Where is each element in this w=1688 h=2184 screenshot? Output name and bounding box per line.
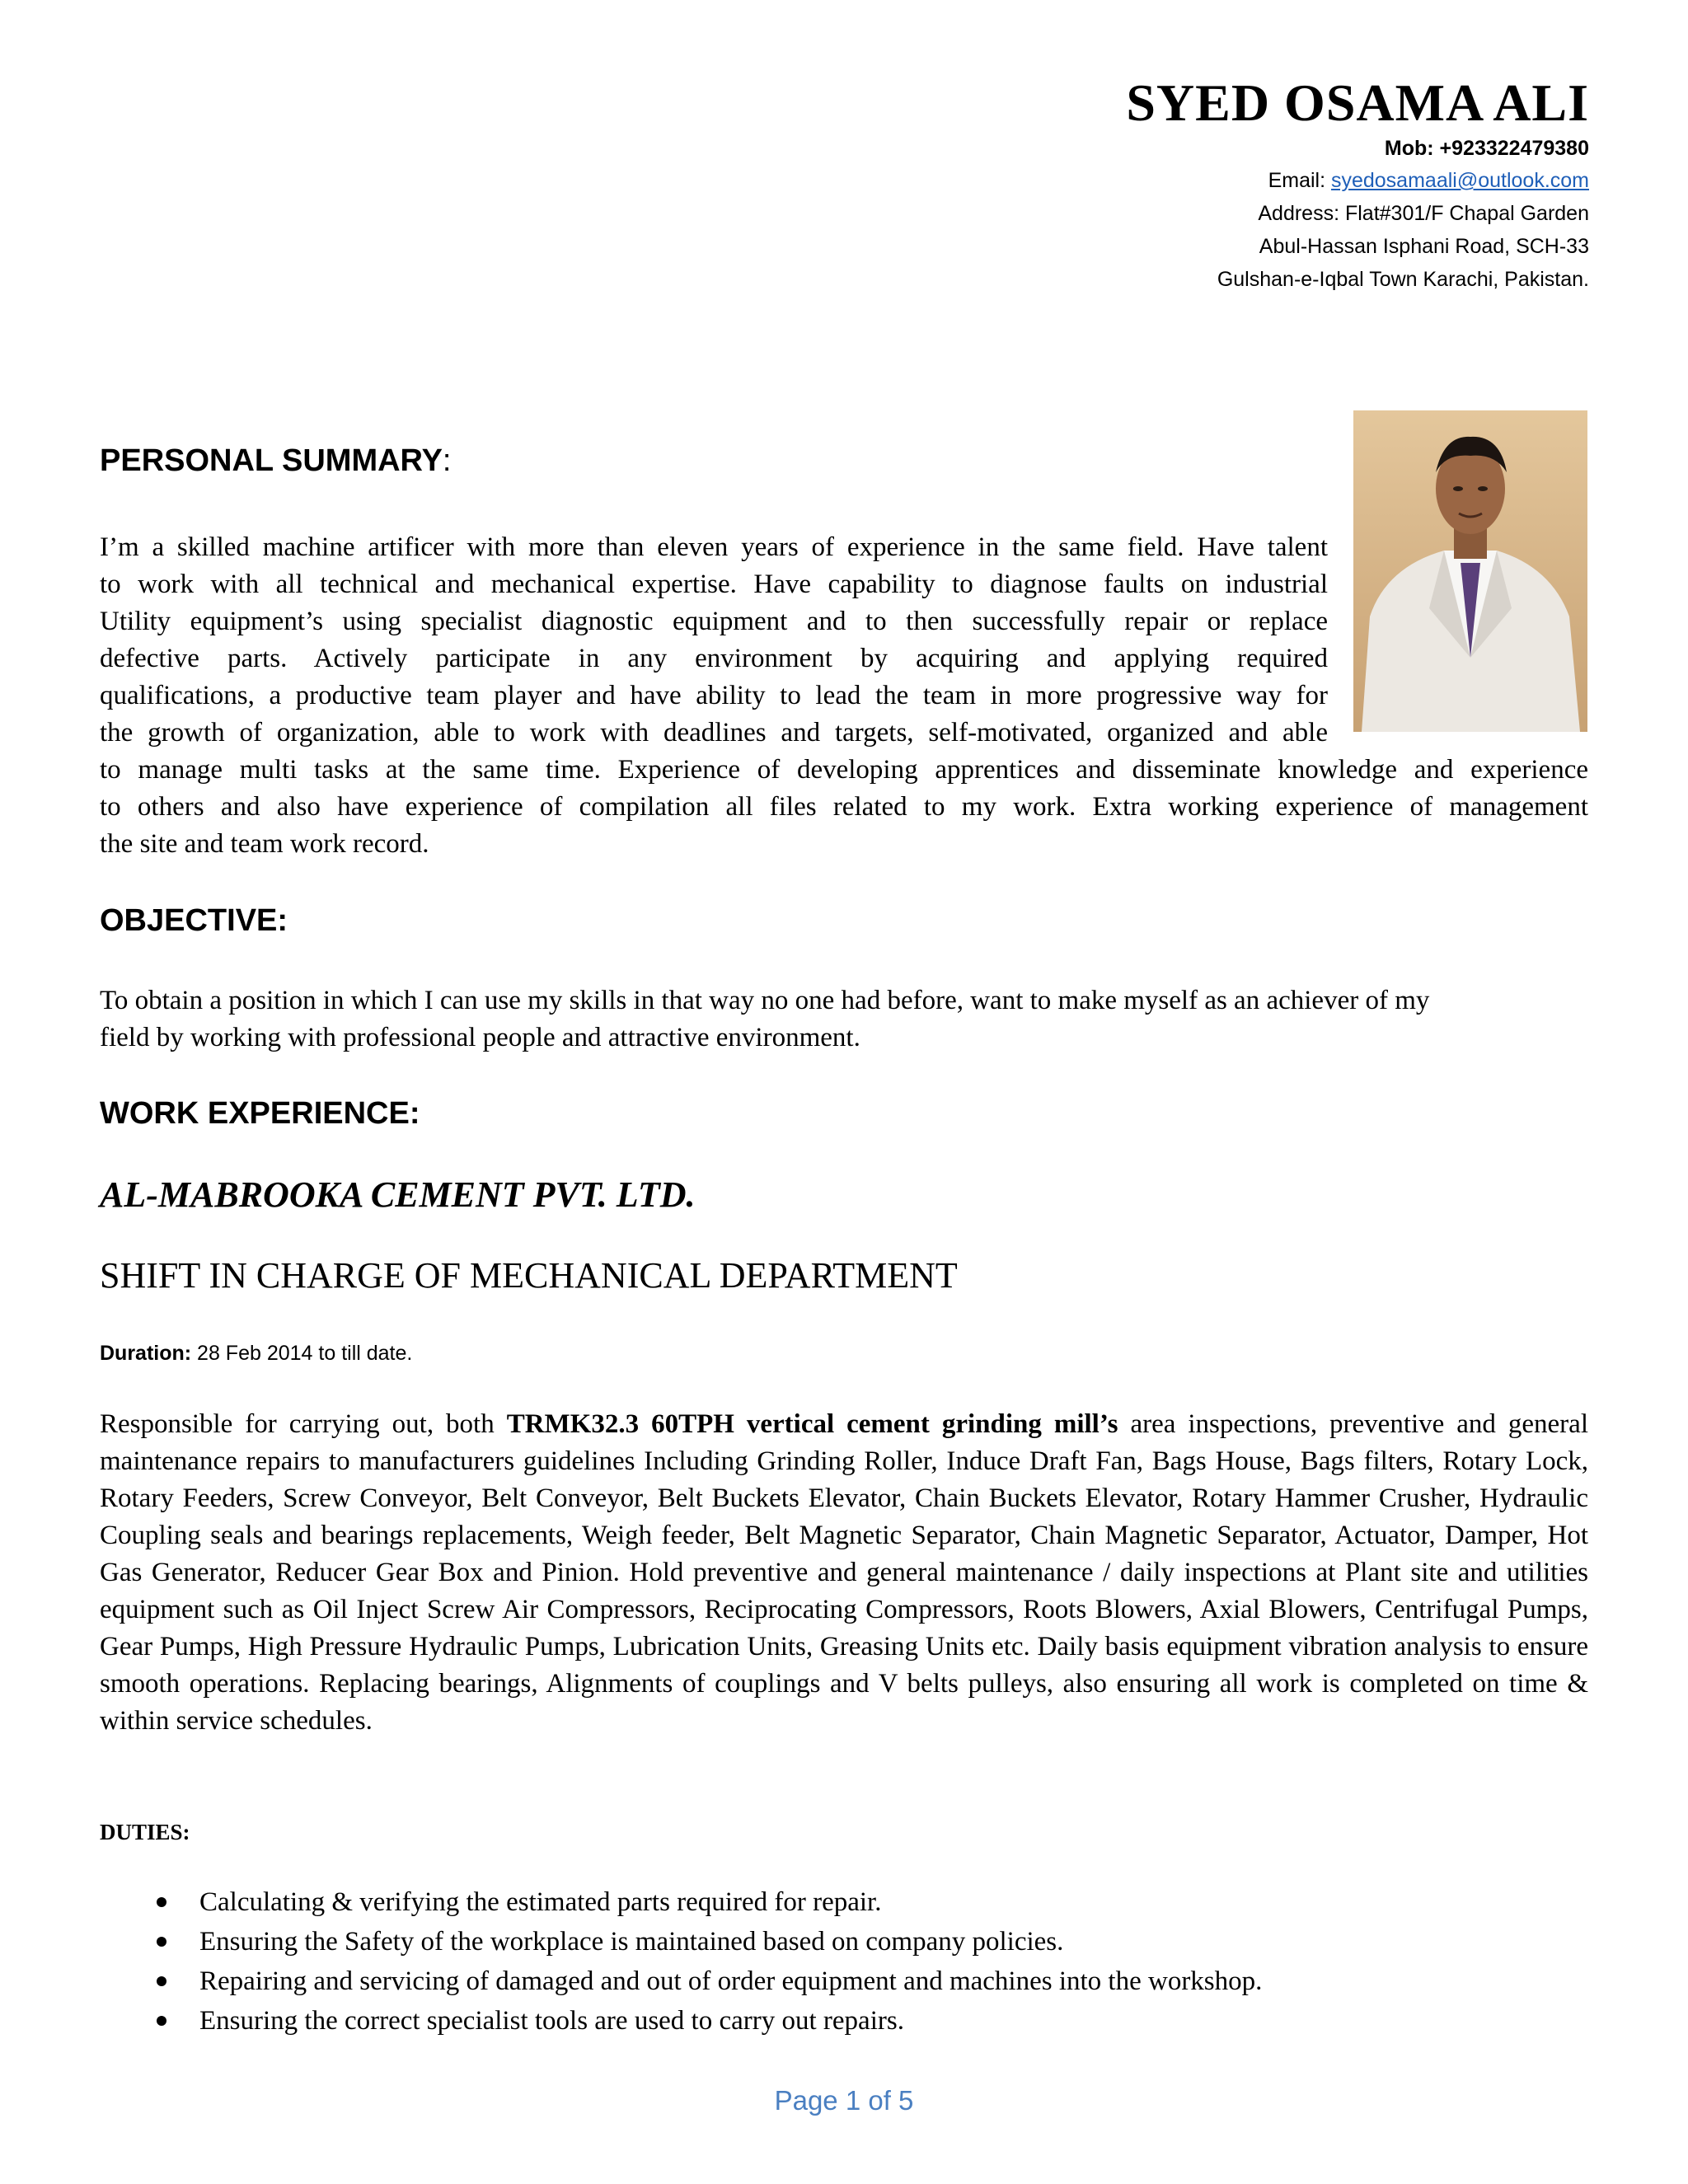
bullet-icon: [157, 1897, 166, 1907]
summary-line: I’m a skilled machine artificer with more than eleven years of experience in the same field. Have talent: [100, 532, 1328, 562]
objective-line: field by working with professional people and attractive environment.: [100, 1023, 860, 1052]
company-name: AL-MABROOKA CEMENT PVT. LTD.: [100, 1174, 696, 1215]
summary-line: defective parts. Actively participate in any environment by acquiring and applying required: [100, 644, 1328, 673]
duty-item: Calculating & verifying the estimated parts required for repair.: [157, 1882, 1262, 1922]
objective-heading: OBJECTIVE:: [100, 903, 288, 938]
duty-item: Repairing and servicing of damaged and out of order equipment and machines into the workshop.: [157, 1961, 1262, 2001]
address-line-2: Abul-Hassan Isphani Road, SCH-33: [1259, 235, 1589, 258]
summary-text-wide: [100, 752, 1588, 863]
candidate-name: SYED OSAMA ALI: [1126, 73, 1589, 132]
bullet-icon: [157, 1976, 166, 1986]
summary-line: Utility equipment’s using specialist diagnostic equipment and to then successfully repair or replace: [100, 607, 1328, 636]
duties-list: [157, 1882, 1262, 2041]
summary-line: qualifications, a productive team player and have ability to lead the team in more progressive way for: [100, 681, 1328, 710]
email-label: Email:: [1268, 169, 1331, 192]
objective-text: [100, 982, 1588, 1057]
job-title: SHIFT IN CHARGE OF MECHANICAL DEPARTMENT: [100, 1255, 958, 1296]
duties-heading: DUTIES:: [100, 1820, 190, 1844]
bullet-icon: [157, 1937, 166, 1947]
summary-line: to work with all technical and mechanical expertise. Have capability to diagnose faults on industrial: [100, 569, 1328, 599]
summary-line: to manage multi tasks at the same time. Experience of developing apprentices and disseminate knowledge and experience: [100, 755, 1588, 785]
duty-item: Ensuring the Safety of the workplace is maintained based on company policies.: [157, 1922, 1262, 1961]
responsibilities-bold: TRMK32.3 60TPH vertical cement grinding mill’s: [506, 1409, 1118, 1439]
duration-label: Duration:: [100, 1342, 192, 1365]
bullet-icon: [157, 2016, 166, 2026]
summary-text-narrow: [100, 529, 1328, 752]
address-line-3: Gulshan-e-Iqbal Town Karachi, Pakistan.: [1217, 268, 1589, 291]
summary-line: to others and also have experience of compilation all files related to my work. Extra working experience of management: [100, 792, 1588, 822]
email-line: [1268, 169, 1589, 193]
profile-photo-image: [1353, 410, 1587, 732]
email-link[interactable]: syedosamaali@outlook.com: [1330, 169, 1589, 192]
responsibilities-text: Responsible for carrying out, both TRMK32.3 60TPH vertical cement grinding mill’s area inspections, preventive and general maintenance repairs to manufacturers guidelines Including Grinding Roller, Induce Draft Fan, Bags House, Bags filters, Rotary Lock, Rotary Feeders, Screw Conveyor, Belt Conveyor, Belt Buckets Elevator, Chain Buckets Elevator, Rotary Hammer Crusher, Hydraulic Coupling seals and bearings replacements, Weigh feeder, Belt Magnetic Separator, Chain Magnetic Separator, Actuator, Damper, Hot Gas Generator, Reducer Gear Box and Pinion. Hold preventive and general maintenance / daily inspections at Plant site and utilities equipment such as Oil Inject Screw Air Compressors, Reciprocating Compressors, Roots Blowers, Axial Blowers, Centrifugal Pumps, Gear Pumps, High Pressure Hydraulic Pumps, Lubrication Units, Greasing Units etc. Daily basis equipment vibration analysis to ensure smooth operations. Replacing bearings, Alignments of couplings and V belts pulleys, also ensuring all work is completed on time & within service schedules.: [100, 1409, 1588, 1736]
summary-heading: PERSONAL SUMMARY:: [100, 443, 452, 478]
summary-line: the site and team work record.: [100, 829, 429, 859]
page-number: Page 1 of 5: [774, 2085, 914, 2116]
address-line-1: Address: Flat#301/F Chapal Garden: [1258, 202, 1589, 225]
duration: [100, 1342, 412, 1366]
work-experience-heading: WORK EXPERIENCE:: [100, 1096, 420, 1131]
duration-value: 28 Feb 2014 to till date.: [191, 1342, 413, 1365]
mobile-number: Mob: +923322479380: [1384, 137, 1589, 160]
objective-line: To obtain a position in which I can use my skills in that way no one had before, want to make myself as an achiever of my: [100, 986, 1430, 1015]
duty-item: Ensuring the correct specialist tools are used to carry out repairs.: [157, 2001, 1262, 2041]
profile-photo: [1353, 410, 1587, 732]
summary-line: the growth of organization, able to work with deadlines and targets, self-motivated, organized and able: [100, 718, 1328, 748]
